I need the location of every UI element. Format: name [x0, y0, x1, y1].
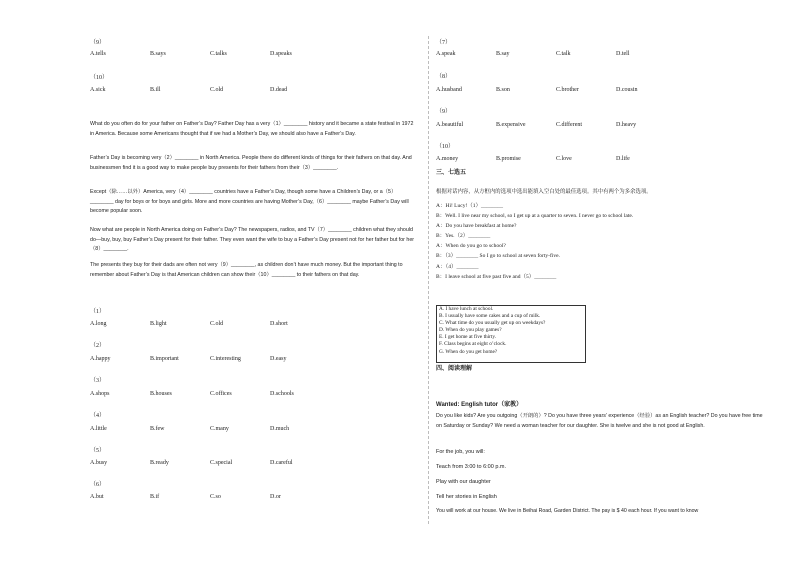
question-number: （10）: [436, 144, 455, 150]
dialogue-line: B：I leave school at five past five and（5）________: [436, 274, 557, 280]
option-a: A.beautiful: [436, 122, 464, 128]
option-c: C.brother: [556, 87, 579, 93]
options-box: [436, 305, 586, 363]
option-a: A.speak: [436, 51, 456, 57]
option-b: B.if: [150, 494, 160, 500]
option-c: C.love: [556, 156, 572, 162]
option-b: B.few: [150, 426, 165, 432]
option-d: D.cousin: [616, 87, 638, 93]
box-option: C. What time do you usually get up on weekdays?: [439, 320, 546, 327]
option-row: [436, 155, 766, 163]
option-a: A.little: [90, 426, 107, 432]
ad-line: For the job, you will:: [436, 449, 485, 455]
option-a: A.tells: [90, 51, 106, 57]
option-c: C.special: [210, 460, 233, 466]
dialogue-line: A：When do you go to school?: [436, 243, 506, 249]
question-number: （5）: [90, 448, 106, 454]
option-c: C.so: [210, 494, 221, 500]
option-row: [90, 320, 420, 328]
dialogue-line: A：Hi! Lucy!（1）________: [436, 203, 504, 209]
question-number: （8）: [436, 74, 452, 80]
dialogue-line: A：（4）________: [436, 264, 479, 270]
passage-paragraph: The presents they buy for their dads are often not very（9）________, as children don’t have much money. But the important thing to remember about Father’s Day is that American children can show their（10）________ to their fathers on that day.: [90, 262, 403, 278]
option-row: [90, 86, 420, 94]
dialogue-line: A：Do you have breakfast at home?: [436, 223, 517, 229]
option-b: B.important: [150, 356, 179, 362]
ad-line: You will work at our house. We live in Beihai Road, Garden District. The pay is $ 40 each hour. If you want to know: [436, 508, 699, 514]
option-d: D.heavy: [616, 122, 637, 128]
option-a: A.shops: [90, 391, 110, 397]
option-d: D.easy: [270, 356, 287, 362]
question-number: （2）: [90, 343, 106, 349]
option-d: D.speaks: [270, 51, 292, 57]
passage-paragraph: What do you often do for your father on Father’s Day? Father Day has a very（1）________ history and it became a state festival in 1972 in America. Because some Americans thought that if we had a Mother’s Day, we should also have a Father’s Day.: [90, 121, 414, 137]
option-c: C.different: [556, 122, 583, 128]
option-a: A.husband: [436, 87, 462, 93]
option-d: D.short: [270, 321, 288, 327]
ad-intro: Do you like kids? Are you outgoing（开朗的）? Do you have three years’ experience（经验）as an English teacher? Do you have free time on Saturday or Sunday? We need a woman teacher for our daughter. She is twelve and she is not good at English.: [436, 413, 763, 429]
option-c: C.old: [210, 87, 224, 93]
option-row: [90, 425, 420, 433]
option-a: A.sick: [90, 87, 106, 93]
dialogue-line: B：（3）________ So I go to school at seven forty-five.: [436, 253, 560, 259]
option-row: [90, 355, 420, 363]
option-row: [436, 121, 766, 129]
option-a: A.but: [90, 494, 104, 500]
option-b: B.houses: [150, 391, 172, 397]
question-number: （9）: [436, 109, 452, 115]
box-option: D. When do you play games?: [439, 327, 502, 334]
option-b: B.say: [496, 51, 510, 57]
option-c: C.many: [210, 426, 229, 432]
ad-title: Wanted: English tutor（家教）: [436, 402, 523, 408]
question-number: （6）: [90, 482, 106, 488]
ad-line: Teach from 3:00 to 6:00 p.m.: [436, 464, 507, 470]
ad-line: Play with our daughter: [436, 479, 491, 485]
option-d: D.careful: [270, 460, 293, 466]
question-number: （4）: [90, 413, 106, 419]
option-c: C.interesting: [210, 356, 241, 362]
section-title: 三、七选五: [436, 170, 467, 176]
question-number: （7）: [436, 40, 452, 46]
box-option: B. I usually have some cakes and a cup of milk.: [439, 313, 541, 320]
passage-paragraph: Except（除……以外）America, very（4）________ countries have a Father’s Day, though some have a Children’s Day, or a（5）________ day for boys or for boys and girls. More and more countries are having Mother’s Day,（6）________ maybe Father’s Day will become popular soon.: [90, 189, 409, 214]
option-b: B.expensive: [496, 122, 526, 128]
option-a: A.happy: [90, 356, 111, 362]
option-c: C.talks: [210, 51, 227, 57]
option-row: [90, 50, 420, 58]
option-c: C.old: [210, 321, 224, 327]
option-d: D.schools: [270, 391, 294, 397]
box-option: A. I have lunch at school.: [439, 306, 494, 312]
ad-line: Tell her stories in English: [436, 494, 497, 500]
section-instruction: 根据对话内容，从方框内的选项中选出能填入空白处的最佳选项。其中有两个为多余选项。: [436, 189, 652, 195]
question-number: （9）: [90, 40, 106, 46]
box-option: E. I get home at five thirty.: [439, 334, 497, 341]
option-row: [436, 50, 766, 58]
option-b: B.says: [150, 51, 166, 57]
box-option: F. Class begins at eight o’clock.: [439, 341, 507, 348]
option-d: D.much: [270, 426, 290, 432]
option-row: [90, 390, 420, 398]
option-b: B.ready: [150, 460, 169, 466]
option-b: B.son: [496, 87, 510, 93]
option-row: [90, 459, 420, 467]
option-d: D.life: [616, 156, 630, 162]
option-b: B.light: [150, 321, 167, 327]
option-b: B.promise: [496, 156, 521, 162]
box-option: G. When do you get home?: [439, 348, 498, 355]
column-divider: [428, 36, 429, 524]
option-a: A.money: [436, 156, 459, 162]
option-a: A.long: [90, 321, 107, 327]
question-number: （10）: [90, 75, 109, 81]
question-number: （1）: [90, 309, 106, 315]
option-c: C.talk: [556, 51, 571, 57]
option-d: D.tell: [616, 51, 630, 57]
dialogue-line: B：Well. I live near my school, so I get up at a quarter to seven. I never go to school late.: [436, 213, 634, 219]
dialogue-line: B：Yes.（2）________: [436, 233, 491, 239]
option-a: A.busy: [90, 460, 108, 466]
passage-paragraph: Father’s Day is becoming very（2）________ in North America. People there do different kinds of things for their fathers on that day. And businessmen find it is a good way to make people buy presents for their fathers from their（3）________.: [90, 155, 412, 171]
section-title: 四、阅读理解: [436, 366, 473, 372]
option-c: C.offices: [210, 391, 232, 397]
option-d: D.or: [270, 494, 281, 500]
option-row: [436, 86, 766, 94]
passage-paragraph: Now what are people in North America doing on Father’s Day? The newspapers, radios, and TV（7）________ children what they should do—buy, buy, buy Father’s Day present for their father. They even want the wife to buy a Father’s Day present not for her father but for her（8）________.: [90, 227, 415, 252]
option-d: D.dead: [270, 87, 288, 93]
option-row: [90, 493, 420, 501]
option-b: B.ill: [150, 87, 161, 93]
question-number: （3）: [90, 378, 106, 384]
